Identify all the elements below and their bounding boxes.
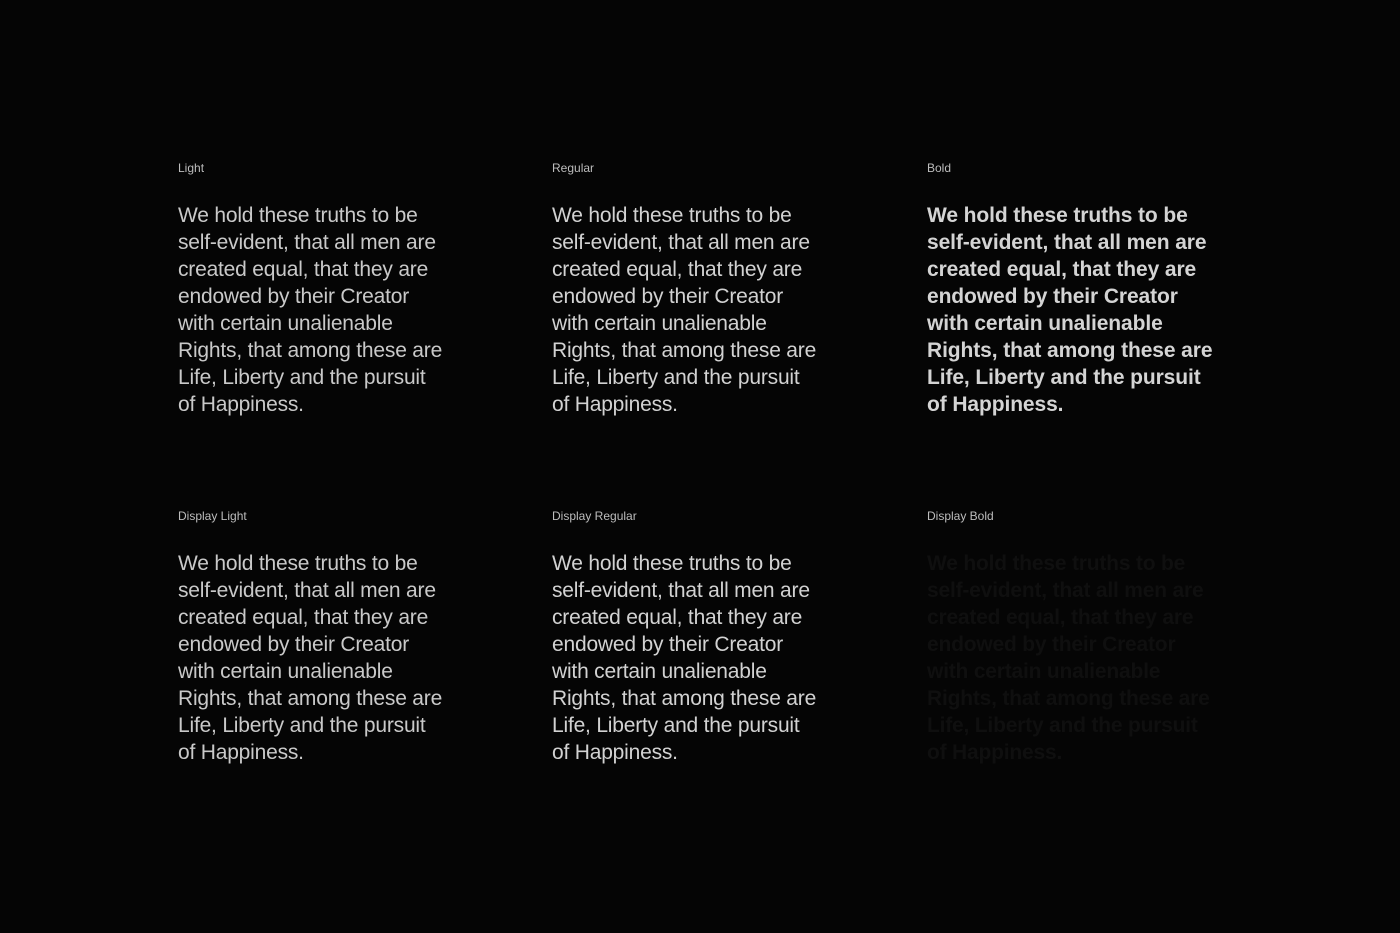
text-line: Life, Liberty and the pursuit	[927, 366, 1201, 389]
text-line: We hold these truths to be	[552, 204, 792, 227]
text-line: self-evident, that all men are	[927, 579, 1204, 602]
text-line: self-evident, that all men are	[178, 231, 436, 254]
text-line: of Happiness.	[552, 393, 678, 416]
specimen-label: Display Light	[178, 509, 247, 523]
text-line: We hold these truths to be	[552, 552, 792, 575]
specimen-label: Regular	[552, 161, 595, 175]
specimen-label: Light	[178, 161, 205, 175]
text-line: with certain unalienable	[552, 312, 767, 335]
text-line: endowed by their Creator	[178, 633, 409, 656]
text-line: created equal, that they are	[178, 606, 429, 629]
text-line: self-evident, that all men are	[552, 579, 810, 602]
specimen-text	[178, 202, 498, 418]
text-line: created equal, that they are	[552, 258, 803, 281]
text-line: self-evident, that all men are	[927, 231, 1207, 254]
text-line: of Happiness.	[552, 741, 678, 764]
text-line: self-evident, that all men are	[552, 231, 810, 254]
text-line: Rights, that among these are	[178, 339, 443, 362]
text-line: Life, Liberty and the pursuit	[927, 714, 1198, 737]
text-line: We hold these truths to be	[178, 204, 418, 227]
specimen-label: Bold	[927, 161, 952, 175]
specimen-text	[552, 202, 872, 418]
text-line: endowed by their Creator	[552, 285, 783, 308]
text-line: endowed by their Creator	[927, 285, 1178, 308]
text-line: endowed by their Creator	[178, 285, 409, 308]
text-line: endowed by their Creator	[552, 633, 783, 656]
text-line: Rights, that among these are	[178, 687, 443, 710]
specimen-text	[927, 202, 1247, 418]
specimen-text	[927, 550, 1247, 766]
text-line: with certain unalienable	[178, 660, 393, 683]
text-line: self-evident, that all men are	[178, 579, 436, 602]
text-line: with certain unalienable	[927, 312, 1163, 335]
text-line: with certain unalienable	[178, 312, 393, 335]
text-line: Life, Liberty and the pursuit	[178, 366, 426, 389]
text-line: created equal, that they are	[927, 258, 1197, 281]
text-line: Rights, that among these are	[552, 339, 817, 362]
specimen-text	[178, 550, 498, 766]
text-line: of Happiness.	[178, 393, 304, 416]
specimen-text	[552, 550, 872, 766]
text-line: We hold these truths to be	[927, 204, 1188, 227]
text-line: Life, Liberty and the pursuit	[552, 714, 800, 737]
text-line: Rights, that among these are	[552, 687, 817, 710]
text-line: endowed by their Creator	[927, 633, 1176, 656]
text-line: We hold these truths to be	[927, 552, 1186, 575]
text-line: with certain unalienable	[927, 660, 1161, 683]
specimen-label: Display Bold	[927, 509, 994, 523]
text-line: with certain unalienable	[552, 660, 767, 683]
text-line: of Happiness.	[178, 741, 304, 764]
text-line: Life, Liberty and the pursuit	[552, 366, 800, 389]
text-line: created equal, that they are	[178, 258, 429, 281]
text-line: of Happiness.	[927, 393, 1064, 416]
text-line: of Happiness.	[927, 741, 1063, 764]
text-line: created equal, that they are	[552, 606, 803, 629]
text-line: created equal, that they are	[927, 606, 1194, 629]
text-line: Rights, that among these are	[927, 339, 1213, 362]
specimen-label: Display Regular	[552, 509, 637, 523]
text-line: Life, Liberty and the pursuit	[178, 714, 426, 737]
text-line: Rights, that among these are	[927, 687, 1210, 710]
text-line: We hold these truths to be	[178, 552, 418, 575]
